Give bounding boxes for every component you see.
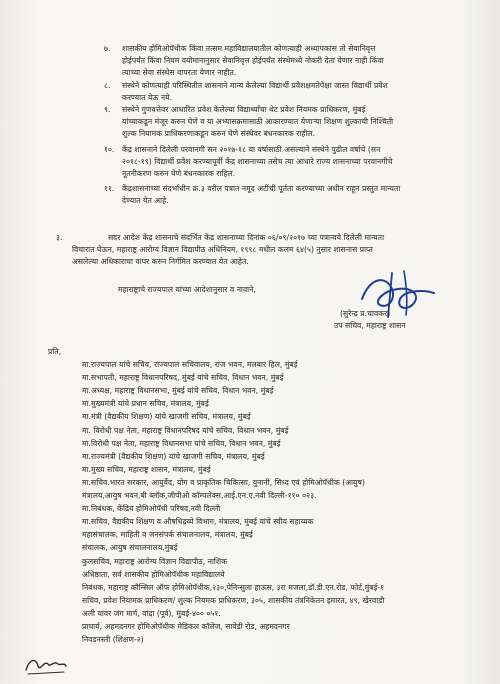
- signatory-designation: उप सचिव, महाराष्ट्र शासन: [334, 321, 406, 330]
- recipient-item: मा.मंत्री (वैद्यकीय शिक्षण) यांचे खाजगी सचिव, मंत्रालय, मुंबई: [82, 412, 251, 421]
- recipient-item: संचालक, आयुष संचालनालय,मुंबई: [82, 543, 178, 552]
- para3-number: ३.: [56, 233, 63, 242]
- recipient-item: मा.सभापती, महाराष्ट्र विधानपरिषद, मुंबई यांचे सचिव, विधान भवन, मुंबई: [82, 373, 284, 382]
- recipient-item: मा.मुख्य सचिव, महाराष्ट्र शासन, मंत्रालय, मुंबई: [82, 465, 211, 474]
- recipient-item: मा. विरोधी पक्ष नेता, महाराष्ट्र विधानपरिषद यांचे सचिव, विधान भवन, मुंबई: [82, 426, 289, 435]
- recipient-item: मंत्रालय,आयुष भवन,बी ब्लॉक,जीपीओ कॉम्पलेक्स,आई.एन.ए.नवी दिल्ली-११० ०२३.: [82, 491, 317, 500]
- recipient-item: मा.राज्यपाल यांचे सचिव, राज्यपाल सचिवालय, राज भवन, मलबार हिल, मुंबई: [82, 360, 298, 369]
- clause-line: त्याच्या सेवा संस्थेस वापरता येणार नाहीत.: [122, 68, 237, 77]
- clause-number: ११.: [104, 184, 115, 193]
- recipient-item: अली यावर जंग मार्ग, वांद्रा (पूर्व), मुंबई-४०० ०५१.: [82, 609, 221, 618]
- recipient-item: मा.सचिव, वैद्यकीय शिक्षण व औषधिद्रव्ये विभाग, मंत्रालय, मुंबई यांचे स्वीय सहाय्यक: [82, 517, 314, 526]
- recipient-item: मा.राज्यमंत्री (वैद्यकीय शिक्षण) यांचे खाजगी सचिव, मंत्रालय, मुंबई: [82, 452, 265, 461]
- clause-line: करण्यात येऊ नये.: [122, 93, 173, 102]
- recipient-item: निवडनस्ती (शिक्षण-२): [82, 635, 144, 644]
- recipient-item: प्राचार्य, अहमदनगर होमिओपॅथीक मेडिकल कॉलेज, सावेडी रोड, अहमदनगर: [82, 622, 290, 631]
- para3-line-2: विचारात घेऊन, महाराष्ट्र आरोग्य विज्ञान विद्यापीठ अधिनियम, १९९८ मधील कलम ६४(५) नुसार शासनास प्राप्त: [72, 245, 373, 254]
- order-line: महाराष्ट्राचे राज्यपाल यांच्या आदेशानुसार व नावाने,: [118, 285, 256, 294]
- recipient-item: महासंचालक, माहिती व जनसंपर्क संचालनालय, मंत्रालय, मुंबई: [82, 530, 253, 539]
- para3-line-1: सदर आदेश केंद्र शासनाचे संदर्भित केंद्र शासनाच्या दिनांक ०६/०९/२०१७ च्या पत्रान्वये दिलेली मान्यता: [108, 233, 385, 242]
- recipient-item: मा.विरोधी पक्ष नेता, महाराष्ट्र विधानसभा यांचे सचिव, विधान भवन, मुंबई: [82, 439, 281, 448]
- clause-line: केंद्र शासनाने दिलेली परवानगी सन २०१७-१८ या वर्षासाठी असल्याने संस्थेने पुढील वर्षाचे (सन: [122, 145, 381, 154]
- para3-line-3: असलेल्या अधिकाराचा वापर करुन निर्गमित करण्यात येत आहेत.: [72, 257, 249, 266]
- clause-line: २०१८-१९) विद्यार्थी प्रवेश करण्यापूर्वी केंद्र शासनाच्या तसेच त्या आधारे राज्य शासनाच्या परवानगीचे: [122, 157, 393, 166]
- recipient-item: निबंधक, महाराष्ट्र कौन्सिल ऑफ होमिओपॅथीक,२३०,पेनिन्सुला हाऊस, ३रा मजला,डॉ.डी.एन.रोड, फोर्ट,मुंबई-१: [82, 583, 385, 592]
- clause-line: नूतनीकरण करुन घेणे बंधनकारक राहिल.: [122, 169, 236, 178]
- clause-line: देण्यात येत आहे.: [122, 196, 169, 205]
- clause-number: १०.: [104, 145, 115, 154]
- recipient-item: मा.मुख्यमंत्री यांचे प्रधान सचिव, मंत्रालय, मुंबई: [82, 399, 209, 408]
- initials-mark: [22, 652, 70, 676]
- recipient-item: अधिष्ठाता, सर्व शासकीय होमिओपॅथीक महाविद्यालये: [82, 570, 225, 579]
- recipient-item: मा.सचिव.भारत सरकार, आयुर्वेद, योग व प्राकृतिक चिकित्सा, युनानी, सिध्द एवं होमिओपॅथीक (आयुष): [82, 478, 365, 487]
- recipient-item: सचिव, प्रवेश नियामक प्राधिकरण/ शुल्क नियमक प्राधिकरण, ३०५, शासकीय तंत्रनिकेतन इमारत, ४९, खेरवाडी: [82, 596, 385, 605]
- signature-block: [334, 283, 494, 343]
- recipient-item: कुलसचिव, महाराष्ट्र आरोग्य विज्ञान विद्यापीठ, नाशिक: [82, 557, 227, 566]
- signatory-name: (सुरेन्द्र प्र.चावकर): [340, 309, 391, 318]
- clause-line: शासकीय होमिओपॅथीक किंवा तत्सम महाविद्यालयातील कोणत्याही अध्यापकांस तो सेवानिवृत्त: [122, 44, 376, 53]
- clause-line: शुल्क नियामक प्राधिकरणाकडून करुन घेणे संस्थेवर बंधनकारक राहील.: [122, 129, 316, 138]
- clause-number: ९.: [104, 105, 111, 114]
- clause-line: संस्थेने कोणत्याही परिस्थितीत शासनाने मान्य केलेल्या विद्यार्थी प्रवेशक्षमतेपेक्षा जास्त विद्यार्थी प्रवेश: [122, 81, 388, 90]
- clause-line: होईपर्यंत किंवा नियम वयोमानानुसार सेवानिवृत्त होईपर्यंत संस्थेमध्ये नोकरी देता येणार नाही किंवा: [122, 56, 384, 65]
- clause-line: केंद्रशासनाच्या संदर्भाधीन क्र.३ वरील पत्रात नमूद अटींची पूर्तता करण्याच्या अधीन राहून प्रस्तुत मान्यता: [122, 184, 401, 193]
- clause-line: संस्थेने गुणवत्तेवर आधारित प्रवेश केलेल्या विद्यार्थ्यांचा थेट प्रवेश नियमक प्राधिकरण, मुंबई: [122, 105, 366, 114]
- clause-number: ८.: [104, 81, 111, 90]
- clause-number: ७.: [104, 44, 111, 53]
- recipient-item: मा.निबंधक, केंद्रिय होमिओपॅथी परिषद,नवी दिल्ली: [82, 504, 221, 513]
- clause-line: यांच्याकडून मंजूर करुन घेणे व या अभ्यासक्रमासाठी आकारण्यात येणाऱ्या शिक्षण शुल्काची निश्चिती: [122, 117, 394, 126]
- recipient-item: मा.अध्यक्ष, महाराष्ट्र विधानसभा, मुंबई यांचे सचिव, विधान भवन, मुंबई: [82, 386, 274, 395]
- prati-label: प्रति,: [48, 347, 62, 356]
